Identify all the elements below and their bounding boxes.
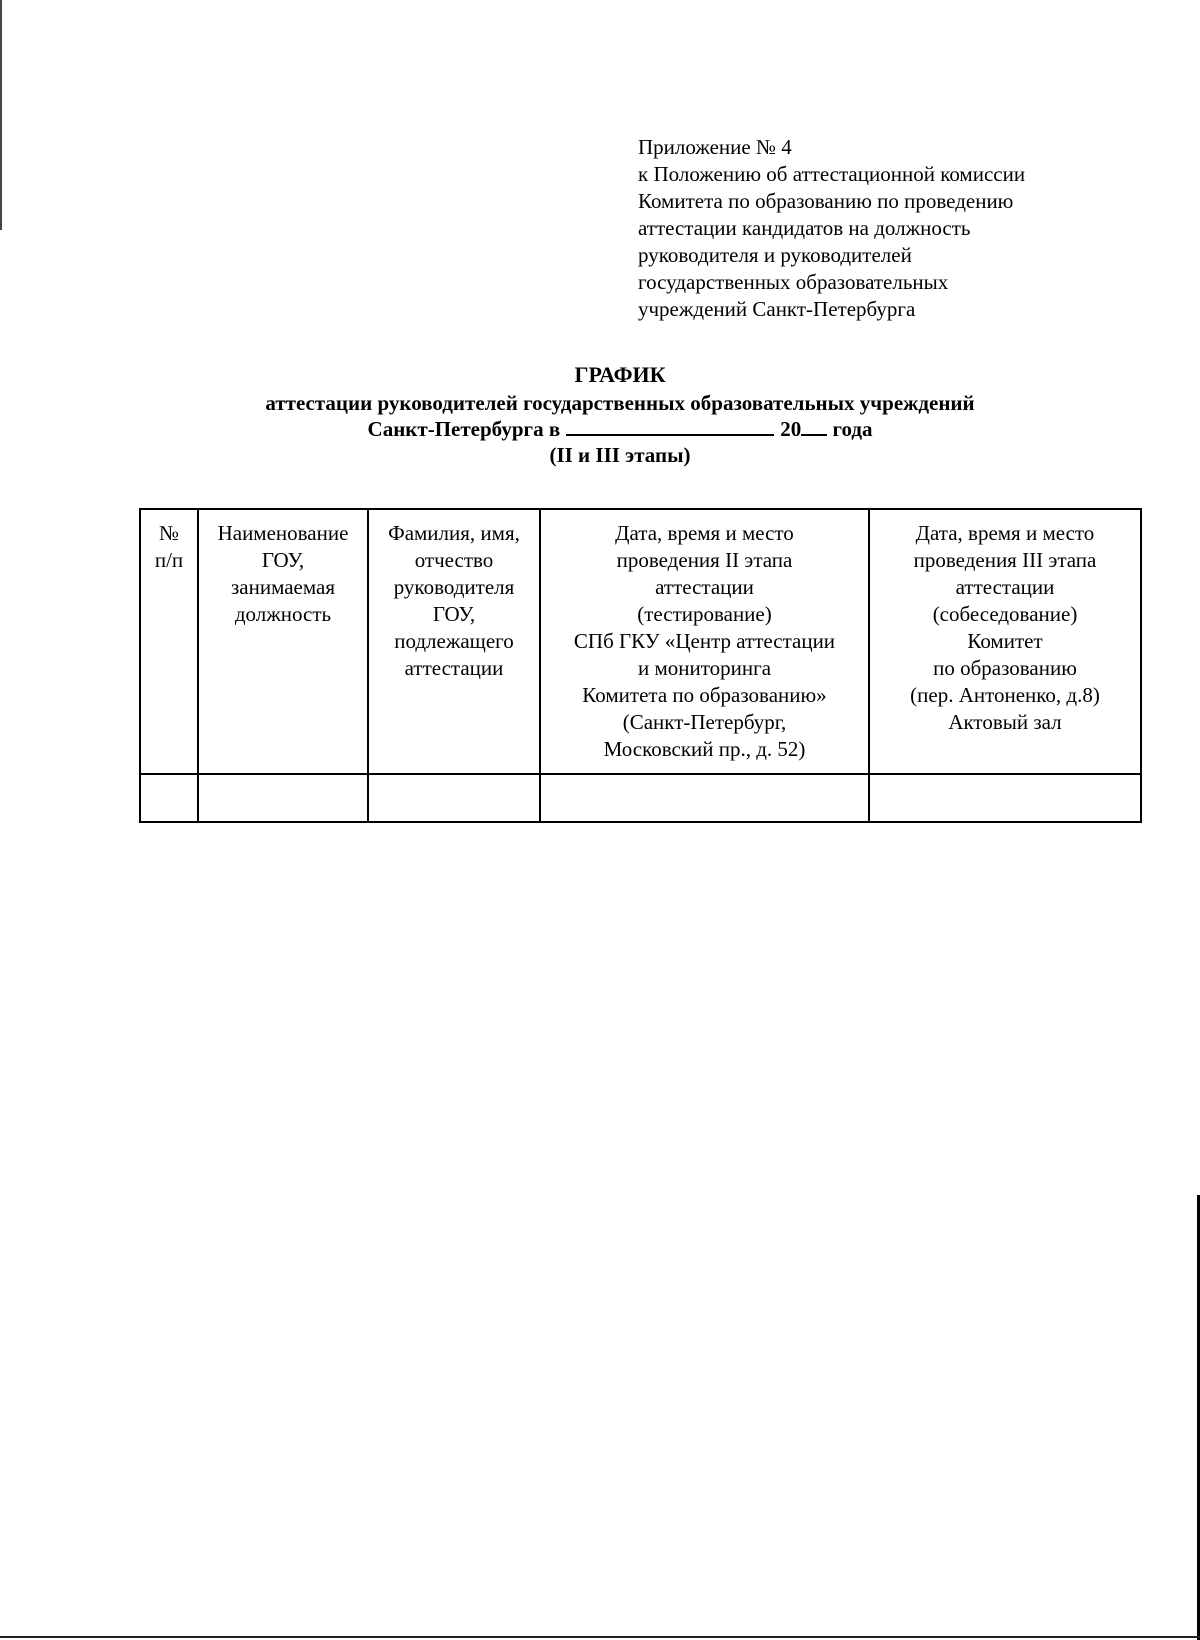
header-line: Дата, время и место (615, 521, 794, 545)
header-line: Актовый зал (948, 710, 1062, 734)
header-line: занимаемая (230, 575, 335, 599)
header-line: проведения II этапа (616, 548, 793, 572)
scan-edge-bottom (0, 1636, 1200, 1638)
header-cell-stage-2 (540, 509, 869, 774)
table-cell (140, 774, 198, 822)
heading-stages: (II и III этапы) (549, 443, 691, 467)
header-line: (пер. Антоненко, д.8) (910, 683, 1100, 707)
document-title: ГРАФИК (574, 362, 666, 387)
header-line: подлежащего (394, 629, 514, 653)
header-line: № (158, 521, 180, 545)
header-line: Комитета по образованию» (582, 683, 827, 707)
annex-line: учреждений Санкт-Петербурга (638, 297, 916, 321)
header-line: аттестации (955, 575, 1055, 599)
header-line: аттестации (404, 656, 504, 680)
header-line: Наименование (217, 521, 349, 545)
schedule-table (139, 508, 1142, 823)
header-line: должность (234, 602, 332, 626)
header-line: руководителя (393, 575, 515, 599)
scan-edge-left (0, 0, 2, 230)
annex-line: руководителя и руководителей (638, 243, 912, 267)
header-cell-institution (198, 509, 368, 774)
heading-year-prefix: 20 (780, 417, 802, 441)
header-line: отчество (414, 548, 494, 572)
annex-line: к Положению об аттестационной комиссии (638, 162, 1026, 186)
table-header-row (140, 509, 1141, 774)
header-cell-stage-3 (869, 509, 1141, 774)
header-line: Комитет (967, 629, 1043, 653)
heading-period-prefix: Санкт-Петербурга в (367, 417, 561, 441)
header-line: ГОУ, (261, 548, 305, 572)
annex-line: Комитета по образованию по проведению (638, 189, 1014, 213)
annex-line: Приложение № 4 (638, 135, 792, 159)
heading-subtitle: аттестации руководителей государственных образовательных учреждений (265, 391, 975, 415)
document-heading (130, 362, 1110, 468)
header-line: СПб ГКУ «Центр аттестации (573, 629, 836, 653)
table-cell (869, 774, 1141, 822)
year-blank-field (801, 416, 827, 436)
header-line: Московский пр., д. 52) (603, 737, 806, 761)
header-line: Дата, время и место (915, 521, 1095, 545)
header-line: аттестации (655, 575, 754, 599)
header-line: Фамилия, имя, (388, 521, 520, 545)
annex-block (638, 134, 1108, 323)
annex-line: государственных образовательных (638, 270, 949, 294)
table-cell (198, 774, 368, 822)
header-cell-full-name (368, 509, 540, 774)
heading-period-suffix: года (832, 417, 873, 441)
header-line: ГОУ, (432, 602, 476, 626)
header-line: по образованию (933, 656, 1077, 680)
table-cell (368, 774, 540, 822)
header-cell-number (140, 509, 198, 774)
header-line: п/п (154, 548, 184, 572)
header-line: и мониторинга (637, 656, 772, 680)
header-line: проведения III этапа (913, 548, 1097, 572)
annex-line: аттестации кандидатов на должность (638, 216, 971, 240)
table-row (140, 774, 1141, 822)
month-blank-field (566, 416, 774, 436)
table-cell (540, 774, 869, 822)
header-line: (собеседование) (932, 602, 1078, 626)
heading-period-line (130, 416, 1110, 442)
header-line: (Санкт-Петербург, (622, 710, 787, 734)
header-line: (тестирование) (637, 602, 772, 626)
